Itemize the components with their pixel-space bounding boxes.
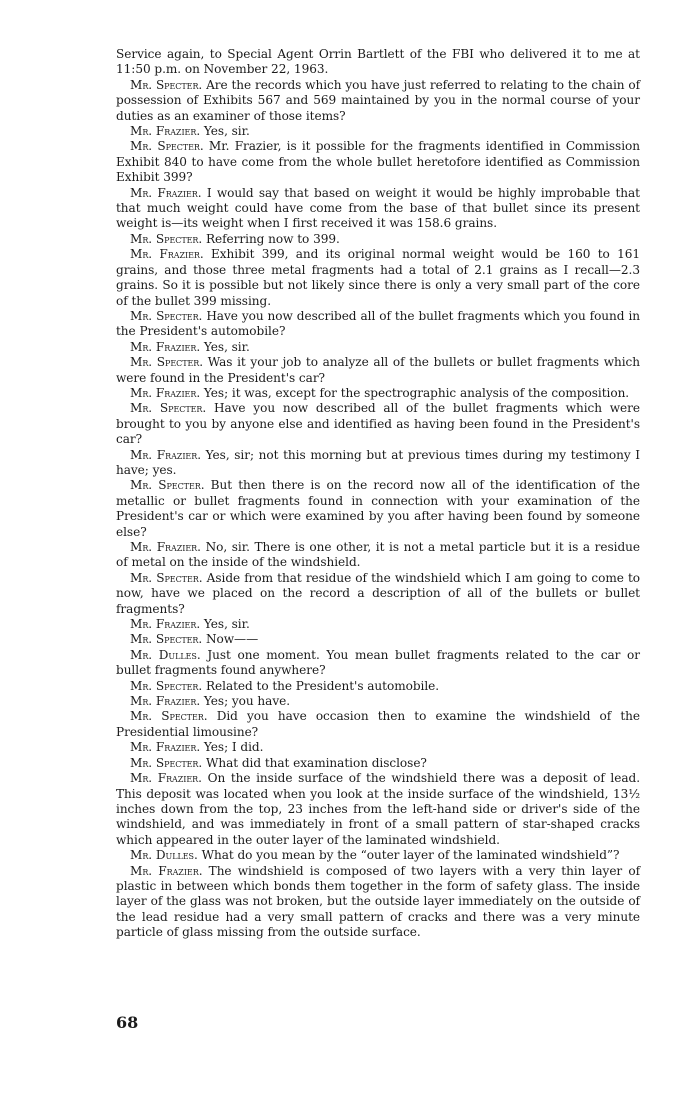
testimony-paragraph xyxy=(116,709,640,740)
testimony-paragraph xyxy=(116,617,640,632)
statement-text: But then there is on the record now all of the identification of the metallic or bullet fragments found in connection with your examination of the President's car or which were examined by you after having been found by someone else? xyxy=(116,478,640,539)
speaker-name: Mr. Dulles. xyxy=(130,647,201,662)
speaker-name: Mr. Specter. xyxy=(130,632,203,647)
speaker-name: Mr. Specter. xyxy=(130,478,205,493)
testimony-paragraph xyxy=(116,401,640,447)
transcript-body xyxy=(116,47,640,941)
testimony-paragraph xyxy=(116,679,640,694)
testimony-paragraph xyxy=(116,694,640,709)
speaker-name: Mr. Specter. xyxy=(130,570,203,585)
statement-text: Have you now described all of the bullet fragments which were brought to you by anyone else and identified as having been found in the President's car? xyxy=(116,401,641,447)
speaker-name: Mr. Frazier. xyxy=(130,863,203,878)
testimony-paragraph xyxy=(116,848,640,863)
testimony-paragraph xyxy=(116,771,640,848)
testimony-paragraph xyxy=(116,139,640,185)
statement-text: The windshield is composed of two layers with a very thin layer of plastic in between which bonds them together in the form of safety glass. The inside layer of the glass was not broken, but the outside layer immediately on the outside of the lead residue had a very small pattern of cracks and there was a very minute particle of glass missing from the outside surface. xyxy=(116,863,640,940)
statement-text: What do you mean by the “outer layer of the laminated windshield”? xyxy=(201,848,620,863)
statement-text: Now—— xyxy=(205,632,259,647)
statement-text: Referring now to 399. xyxy=(205,231,340,246)
testimony-paragraph xyxy=(116,864,640,941)
statement-text: Just one moment. You mean bullet fragments related to the car or bullet fragments found anywhere? xyxy=(116,647,640,678)
statement-text: Aside from that residue of the windshield which I am going to come to now, have we placed on the record a description of all of the bullets or bullet fragments? xyxy=(116,570,641,616)
speaker-name: Mr. Frazier. xyxy=(130,339,201,354)
speaker-name: Mr. Specter. xyxy=(130,755,203,770)
statement-text: Exhibit 399, and its original normal weight would be 160 to 161 grains, and those three metal fragments had a total of 2.1 grains as I recall—2.3 grains. So it is possible but not likely since there is only a very small part of the core of the bullet 399 missing. xyxy=(116,247,641,308)
speaker-name: Mr. Frazier. xyxy=(130,447,201,462)
testimony-paragraph xyxy=(116,632,640,647)
statement-text: Are the records which you have just referred to relating to the chain of possession of Exhibits 567 and 569 maintained by you in the normal course of your duties as an examiner of those items? xyxy=(116,77,641,123)
testimony-paragraph xyxy=(116,756,640,771)
testimony-paragraph xyxy=(116,247,640,309)
speaker-name: Mr. Frazier. xyxy=(130,247,204,262)
testimony-paragraph xyxy=(116,571,640,617)
speaker-name: Mr. Specter. xyxy=(130,709,208,724)
speaker-name: Mr. Specter. xyxy=(130,77,203,92)
speaker-name: Mr. Specter. xyxy=(130,678,203,693)
statement-text: Was it your job to analyze all of the bullets or bullet fragments which were found in the President's car? xyxy=(116,355,641,385)
speaker-name: Mr. Frazier. xyxy=(130,740,201,755)
speaker-name: Mr. Specter. xyxy=(130,308,203,323)
speaker-name: Mr. Specter. xyxy=(130,355,204,370)
speaker-name: Mr. Frazier. xyxy=(130,694,201,709)
testimony-paragraph xyxy=(116,124,640,139)
statement-text: Yes, sir. xyxy=(203,124,250,139)
statement-text: Yes; it was, except for the spectrographic analysis of the composition. xyxy=(203,385,630,400)
testimony-paragraph xyxy=(116,186,640,232)
statement-text: Yes, sir; not this morning but at previous times during my testimony I have; yes. xyxy=(116,447,641,477)
testimony-paragraph xyxy=(116,78,640,124)
speaker-name: Mr. Specter. xyxy=(130,231,203,246)
statement-text: Service again, to Special Agent Orrin Bartlett of the FBI who delivered it to me at 11:50 p.m. on November 22, 1963. xyxy=(116,47,640,77)
statement-text: No, sir. There is one other, it is not a metal particle but it is a residue of metal on the inside of the windshield. xyxy=(116,540,640,570)
testimony-paragraph xyxy=(116,648,640,679)
speaker-name: Mr. Specter. xyxy=(130,139,204,154)
testimony-paragraph xyxy=(116,740,640,755)
statement-text: What did that examination disclose? xyxy=(205,755,427,770)
testimony-paragraph xyxy=(116,448,640,479)
speaker-name: Mr. Frazier. xyxy=(130,124,201,139)
speaker-name: Mr. Specter. xyxy=(130,401,207,416)
statement-text: Have you now described all of the bullet fragments which you found in the President's automobile? xyxy=(116,308,640,339)
testimony-paragraph xyxy=(116,47,640,78)
statement-text: I would say that based on weight it would be highly improbable that that much weight could have come from the base of that bullet since its present weight is—its weight when I first received it was 158.6 grains. xyxy=(116,185,640,231)
testimony-paragraph xyxy=(116,386,640,401)
testimony-paragraph xyxy=(116,340,640,355)
speaker-name: Mr. Frazier. xyxy=(130,540,201,554)
statement-text: Yes, sir. xyxy=(203,617,250,632)
statement-text: Yes; you have. xyxy=(203,694,291,709)
testimony-paragraph xyxy=(116,232,640,247)
statement-text: On the inside surface of the windshield there was a deposit of lead. This deposit was located when you look at the inside surface of the windshield, 13½ inches down from the top, 23 inches from the left-hand side or driver's side of the windshield, and was immediately in front of a small pattern of star-shaped cracks which appeared in the outer layer of the laminated windshield. xyxy=(116,771,640,847)
speaker-name: Mr. Dulles. xyxy=(130,848,198,863)
statement-text: Mr. Frazier, is it possible for the fragments identified in Commission Exhibit 840 to have come from the whole bullet heretofore identified as Commission Exhibit 399? xyxy=(116,139,641,185)
testimony-paragraph xyxy=(116,355,640,386)
statement-text: Yes, sir. xyxy=(203,339,250,354)
statement-text: Yes; I did. xyxy=(203,740,264,755)
speaker-name: Mr. Frazier. xyxy=(130,385,201,400)
testimony-paragraph xyxy=(116,540,640,571)
statement-text: Did you have occasion then to examine the windshield of the Presidential limousine? xyxy=(116,709,641,739)
speaker-name: Mr. Frazier. xyxy=(130,617,201,632)
statement-text: Related to the President's automobile. xyxy=(205,678,440,693)
speaker-name: Mr. Frazier. xyxy=(130,185,202,200)
speaker-name: Mr. Frazier. xyxy=(130,771,202,786)
testimony-paragraph xyxy=(116,478,640,540)
testimony-paragraph xyxy=(116,309,640,340)
page-number: 68 xyxy=(116,1013,139,1032)
